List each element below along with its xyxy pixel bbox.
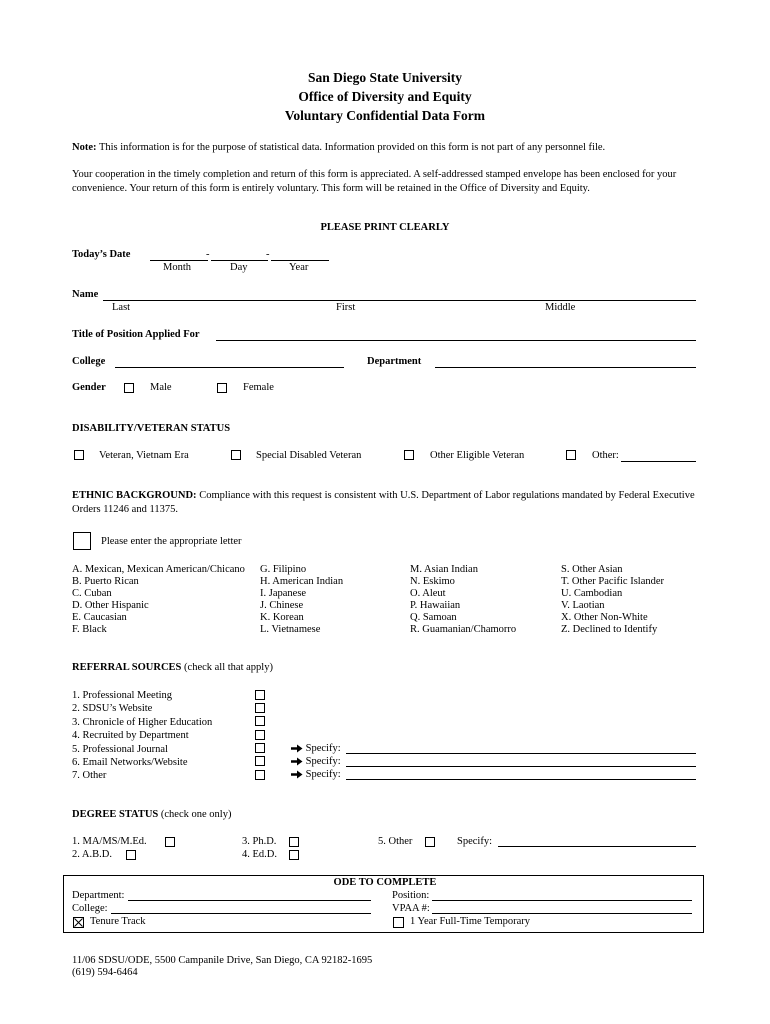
specify-row-other (291, 769, 341, 780)
gender-label: Gender (72, 382, 106, 393)
ethnic-option: U. Cambodian (561, 588, 623, 599)
tenure-track-checkbox[interactable] (73, 917, 84, 928)
referral-chronicle-checkbox[interactable] (255, 716, 265, 726)
degree-phd-label: 3. Ph.D. (242, 836, 277, 847)
ode-position-label: Position: (392, 890, 430, 901)
referral-email-checkbox[interactable] (255, 756, 265, 766)
referral-sdsu-website-checkbox[interactable] (255, 703, 265, 713)
ode-college-label: College: (72, 903, 108, 914)
ode-heading: ODE TO COMPLETE (333, 877, 437, 888)
name-last-caption: Last (112, 302, 131, 313)
referral-professional-meeting-checkbox[interactable] (255, 690, 265, 700)
ethnic-option: R. Guamanian/Chamorro (410, 624, 517, 635)
specify-label: Specify: (305, 743, 341, 754)
ethnic-text: Compliance with this request is consistent with U.S. Department of Labor regulations mandated by Federal Executive Orders 11246 and 11375. (72, 490, 695, 515)
degree-edd-checkbox[interactable] (289, 850, 299, 860)
disability-other-line[interactable] (621, 461, 696, 462)
ode-department-line[interactable] (128, 900, 371, 901)
gender-male-label: Male (150, 382, 172, 393)
referral-item-label: 5. Professional Journal (72, 743, 168, 755)
note-label: Note: (72, 142, 97, 153)
ethnic-heading: ETHNIC BACKGROUND: (72, 490, 197, 501)
ode-position-line[interactable] (432, 900, 692, 901)
specify-row-email (291, 756, 341, 767)
footer-address: 11/06 SDSU/ODE, 5500 Campanile Drive, San Diego, CA 92182-1695 (72, 955, 373, 966)
college-line[interactable] (115, 367, 344, 368)
form-title-form-name: Voluntary Confidential Data Form (284, 108, 486, 123)
arrow-right-icon (291, 757, 303, 766)
gender-female-checkbox[interactable] (217, 383, 227, 393)
date-year-caption: Year (289, 262, 309, 273)
degree-subheading: (check one only) (160, 809, 232, 820)
checked-x-icon (74, 918, 83, 927)
temporary-label: 1 Year Full-Time Temporary (410, 916, 531, 927)
ode-vpaa-line[interactable] (432, 913, 692, 914)
gender-male-checkbox[interactable] (124, 383, 134, 393)
ethnic-option: J. Chinese (260, 600, 304, 611)
referral-journal-checkbox[interactable] (255, 743, 265, 753)
degree-ma-label: 1. MA/MS/M.Ed. (72, 836, 147, 847)
date-year-line[interactable] (271, 260, 329, 261)
note-text: This information is for the purpose of statistical data. Information provided on this form is not part of any personnel file. (98, 142, 606, 153)
ethnic-option: O. Aleut (410, 588, 446, 599)
ethnic-option: Q. Samoan (410, 612, 457, 623)
ethnic-option: P. Hawaiian (410, 600, 461, 611)
disability-other-label: Other: (592, 450, 619, 461)
degree-specify-label: Specify: (457, 836, 492, 847)
referral-item-label: 2. SDSU’s Website (72, 703, 153, 715)
degree-specify-line[interactable] (498, 846, 696, 847)
referral-item-label: 6. Email Networks/Website (72, 756, 188, 768)
form-title-university: San Diego State University (307, 70, 463, 85)
department-label: Department (367, 356, 422, 367)
ode-college-line[interactable] (111, 913, 371, 914)
ode-vpaa-label: VPAA #: (392, 903, 430, 914)
referral-heading: REFERRAL SOURCES (72, 662, 182, 673)
tenure-track-label: Tenure Track (90, 916, 146, 927)
referral-other-checkbox[interactable] (255, 770, 265, 780)
ethnic-letter-box[interactable] (73, 532, 91, 550)
ethnic-option: V. Laotian (561, 600, 605, 611)
veteran-vietnam-checkbox[interactable] (74, 450, 84, 460)
disability-heading: DISABILITY/VETERAN STATUS (72, 423, 231, 434)
degree-other-checkbox[interactable] (425, 837, 435, 847)
degree-other-label: 5. Other (378, 836, 413, 847)
degree-edd-label: 4. Ed.D. (242, 849, 277, 860)
ethnic-enter-letter-label: Please enter the appropriate letter (101, 536, 242, 547)
referral-item-label: 1. Professional Meeting (72, 690, 173, 701)
ethnic-option: Z. Declined to Identify (561, 624, 658, 635)
name-field-line[interactable] (103, 300, 696, 301)
ethnic-option: L. Vietnamese (260, 624, 321, 635)
college-label: College (72, 356, 106, 367)
name-label: Name (72, 289, 99, 300)
referral-recruited-checkbox[interactable] (255, 730, 265, 740)
form-title-office: Office of Diversity and Equity (298, 89, 472, 104)
ode-department-label: Department: (72, 890, 125, 901)
name-middle-caption: Middle (545, 302, 576, 313)
referral-item-label: 3. Chronicle of Higher Education (72, 716, 213, 728)
gender-female-label: Female (243, 382, 274, 393)
name-first-caption: First (336, 302, 356, 313)
date-day-line[interactable] (211, 260, 268, 261)
special-disabled-veteran-label: Special Disabled Veteran (256, 450, 362, 461)
ethnic-option: I. Japanese (260, 588, 307, 599)
ethnic-column-2 (260, 564, 343, 636)
ethnic-option: C. Cuban (72, 588, 112, 599)
referral-heading-row (72, 662, 273, 673)
disability-other-checkbox[interactable] (566, 450, 576, 460)
other-eligible-veteran-checkbox[interactable] (404, 450, 414, 460)
arrow-right-icon (291, 744, 303, 753)
ethnic-option: S. Other Asian (561, 564, 623, 575)
ethnic-option: X. Other Non-White (561, 612, 648, 623)
date-dash-1: - (206, 249, 210, 260)
date-month-caption: Month (163, 262, 192, 273)
ethnic-column-4 (561, 564, 664, 636)
ethnic-column-3 (410, 564, 516, 636)
specify-label: Specify: (305, 756, 341, 767)
date-label: Today’s Date (72, 249, 131, 260)
referral-item-label: 7. Other (72, 770, 107, 782)
ethnic-option: M. Asian Indian (410, 564, 478, 575)
degree-ma-checkbox[interactable] (165, 837, 175, 847)
referral-list (72, 689, 212, 783)
note (72, 142, 605, 153)
veteran-vietnam-label: Veteran, Vietnam Era (99, 450, 189, 461)
degree-heading-row (72, 809, 231, 820)
ethnic-option: G. Filipino (260, 564, 307, 575)
ethnic-option: K. Korean (260, 612, 304, 623)
footer-phone: (619) 594-6464 (72, 967, 138, 978)
ethnic-option: N. Eskimo (410, 576, 455, 587)
date-month-line[interactable] (150, 260, 208, 261)
other-eligible-veteran-label: Other Eligible Veteran (430, 450, 525, 461)
ethnic-option: H. American Indian (260, 576, 344, 587)
ethnic-option: E. Caucasian (72, 612, 127, 623)
referral-subheading: (check all that apply) (184, 662, 273, 673)
specify-other-line[interactable] (346, 779, 696, 780)
date-day-caption: Day (230, 262, 248, 273)
degree-heading: DEGREE STATUS (72, 809, 159, 820)
degree-abd-label: 2. A.B.D. (72, 849, 112, 860)
specify-email-line[interactable] (346, 766, 696, 767)
special-disabled-veteran-checkbox[interactable] (231, 450, 241, 460)
position-title-label: Title of Position Applied For (72, 329, 200, 340)
department-line[interactable] (435, 367, 696, 368)
ethnic-paragraph (72, 489, 702, 517)
degree-phd-checkbox[interactable] (289, 837, 299, 847)
ethnic-column-1 (72, 564, 245, 636)
print-clearly-heading: PLEASE PRINT CLEARLY (320, 222, 450, 233)
position-title-line[interactable] (216, 340, 696, 341)
cooperation-paragraph: Your cooperation in the timely completion and return of this form is appreciated. A self-addressed stamped envelope has been enclosed for your convenience. Your return of this form is entirely voluntary. This form will be retained in the Office of Diversity and Equity. (72, 169, 677, 194)
specify-row-journal (291, 743, 341, 754)
date-dash-2: - (266, 249, 270, 260)
ethnic-option: T. Other Pacific Islander (561, 576, 665, 587)
referral-item-label: 4. Recruited by Department (72, 730, 189, 742)
ethnic-option: A. Mexican, Mexican American/Chicano (72, 564, 245, 575)
temporary-checkbox[interactable] (393, 917, 404, 928)
degree-abd-checkbox[interactable] (126, 850, 136, 860)
ethnic-option: B. Puerto Rican (72, 576, 139, 587)
ethnic-option: D. Other Hispanic (72, 600, 149, 611)
arrow-right-icon (291, 770, 303, 779)
ethnic-option: F. Black (72, 624, 107, 635)
specify-journal-line[interactable] (346, 753, 696, 754)
specify-label: Specify: (305, 769, 341, 780)
